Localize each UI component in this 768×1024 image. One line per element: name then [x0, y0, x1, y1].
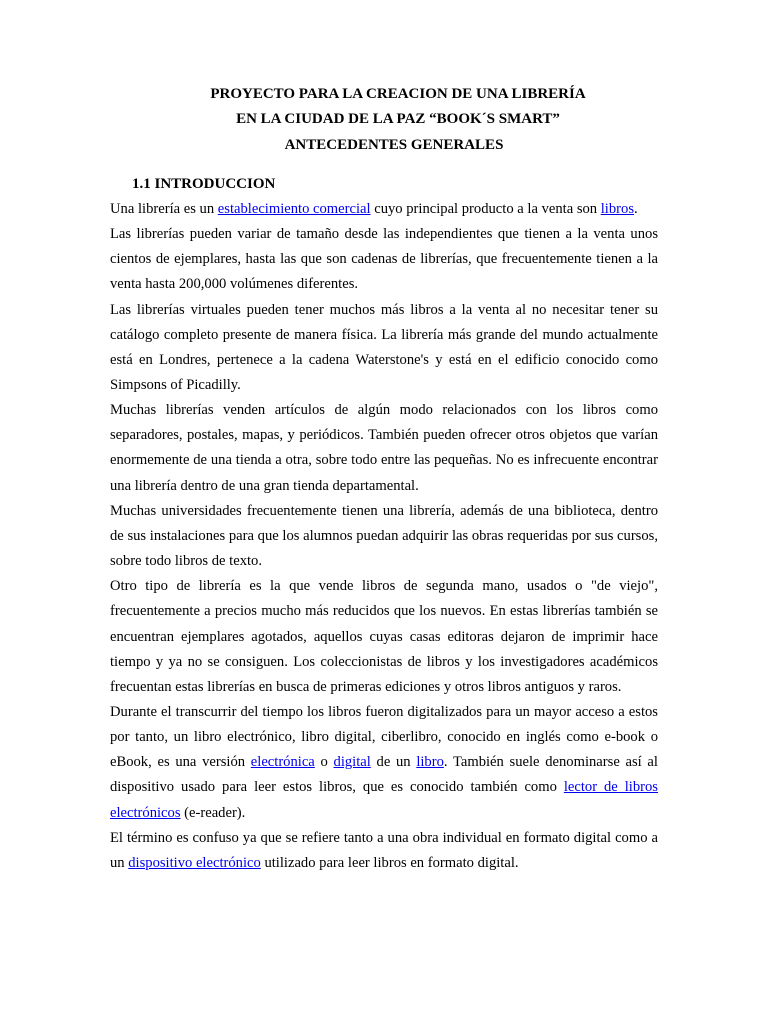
paragraph: [110, 222, 658, 297]
text-run: Durante el transcurrir del tiempo los libros fueron digitalizados para un mayor acceso a estos por tanto, un libro electrónico, libro digital, ciberlibro, conocido en inglés como e-book o eBook, es una versión: [110, 704, 658, 771]
hyperlink[interactable]: lector de libros electrónicos: [110, 779, 658, 821]
title-line-2: EN LA CIUDAD DE LA PAZ “BOOK´S SMART”: [236, 111, 560, 128]
text-run: Una librería es un: [110, 200, 218, 217]
body-text: [110, 197, 658, 876]
document-title-block: [110, 82, 658, 158]
text-run: (e-reader).: [180, 804, 246, 821]
paragraph: [110, 499, 658, 574]
paragraph: [110, 700, 658, 826]
paragraph: [110, 826, 658, 876]
text-run: cuyo principal producto a la venta son: [370, 200, 601, 217]
text-run: El término es confuso ya que se refiere tanto a una obra individual en formato digital como a un: [110, 829, 658, 871]
text-run: Muchas librerías venden artículos de algún modo relacionados con los libros como separadores, postales, mapas, y periódicos. También pueden ofrecer otros objetos que varían enormemente de una tienda a otra, sobre todo entre las pequeñas. No es infrecuente encontrar una librería dentro de una gran tienda departamental.: [110, 402, 658, 494]
hyperlink[interactable]: libro: [416, 754, 444, 771]
paragraph: [110, 298, 658, 399]
section-heading: 1.1 INTRODUCCION: [132, 175, 276, 192]
title-line-1: PROYECTO PARA LA CREACION DE UNA LIBRERÍA: [210, 86, 586, 102]
text-run: o: [314, 754, 334, 771]
title-line-3: ANTECEDENTES GENERALES: [284, 136, 504, 153]
text-run: utilizado para leer libros en formato digital.: [260, 854, 519, 871]
paragraph: [110, 197, 658, 222]
text-run: .: [634, 200, 638, 217]
hyperlink[interactable]: dispositivo electrónico: [128, 854, 261, 871]
text-run: de un: [370, 754, 417, 771]
text-run: . También suele denominarse así al dispositivo usado para leer estos libros, que es conocido también como: [110, 754, 658, 796]
hyperlink[interactable]: establecimiento comercial: [217, 200, 371, 217]
paragraph: [110, 398, 658, 499]
text-run: Muchas universidades frecuentemente tienen una librería, además de una biblioteca, dentro de sus instalaciones para que los alumnos puedan adquirir las obras requeridas por sus cursos, sobre todo libros de texto.: [110, 502, 658, 570]
text-run: Las librerías pueden variar de tamaño desde las independientes que tienen a la venta unos cientos de ejemplares, hasta las que son cadenas de librerías, que frecuentemente tienen a la venta hasta 200,000 volúmenes diferentes.: [110, 226, 658, 293]
hyperlink[interactable]: digital: [333, 754, 371, 771]
text-run: Las librerías virtuales pueden tener muchos más libros a la venta al no necesitar tener su catálogo completo presente de manera física. La librería más grande del mundo actualmente está en Londres, pertenece a la cadena Waterstone's y está en el edificio conocido como Simpsons of Picadilly.: [110, 301, 658, 393]
text-run: Otro tipo de librería es la que vende libros de segunda mano, usados o "de viejo", frecuentemente a precios mucho más reducidos que los nuevos. En estas librerías también se encuentran ejemplares agotados, aquellos cuyas casas editoras dejaron de imprimir hace tiempo y ya no se consiguen. Los coleccionistas de libros y los investigadores académicos frecuentan estas librerías en busca de primeras ediciones y otros libros antiguos y raros.: [110, 578, 658, 695]
document-page: [110, 82, 658, 876]
hyperlink[interactable]: electrónica: [250, 754, 315, 771]
paragraph: [110, 574, 658, 700]
hyperlink[interactable]: libros: [600, 200, 634, 217]
